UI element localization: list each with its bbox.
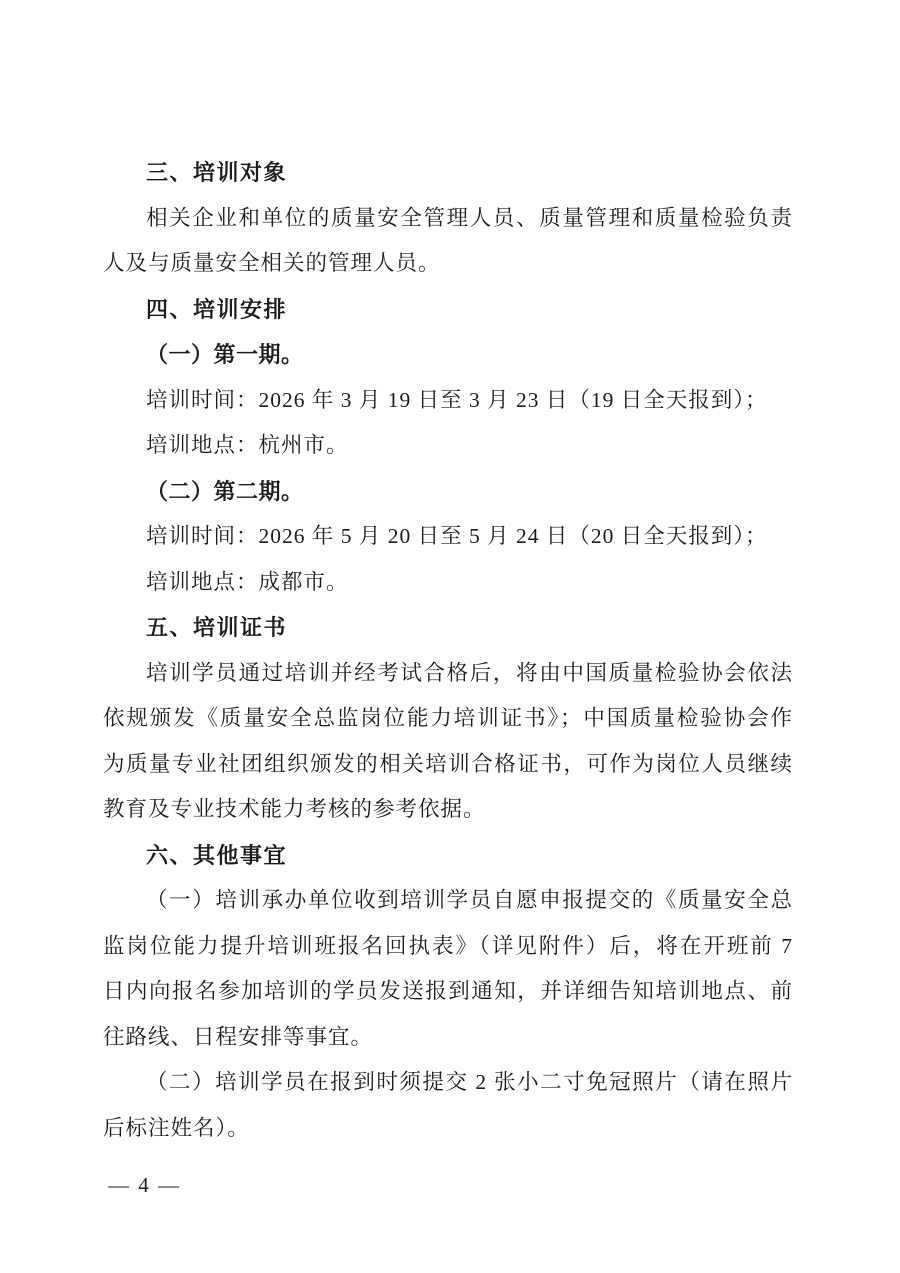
section-heading-other-matters: 六、其他事宜 xyxy=(146,842,288,868)
section-heading-training-certificate: 五、培训证书 xyxy=(146,615,288,640)
other-matters-item1-line-4: 往路线、日程安排等事宜。 xyxy=(103,1024,374,1049)
other-matters-item1-line-3: 日内向报名参加培训的学员发送报到通知，并详细告知培训地点、前 xyxy=(103,979,793,1003)
section-heading-training-schedule: 四、培训安排 xyxy=(146,296,288,322)
page-number: — 4 — xyxy=(108,1173,181,1197)
certificate-paragraph-line-4: 教育及专业技术能力考核的参考依据。 xyxy=(103,797,486,821)
certificate-paragraph-line-3: 为质量专业社团组织颁发的相关培训合格证书，可作为岗位人员继续 xyxy=(103,751,793,776)
session-two-location: 培训地点：成都市。 xyxy=(146,569,349,594)
document-body xyxy=(103,150,793,1151)
other-matters-item1-line-2: 监岗位能力提升培训班报名回执表》（详见附件）后，将在开班前 7 xyxy=(103,933,793,958)
section-heading-training-audience: 三、培训对象 xyxy=(146,160,288,185)
other-matters-item2-line-2: 后标注姓名）。 xyxy=(103,1115,250,1140)
session-one-location: 培训地点：杭州市。 xyxy=(146,433,349,457)
session-two-time: 培训时间：2026 年 5 月 20 日至 5 月 24 日（20 日全天报到）； xyxy=(146,524,768,548)
subheading-session-one: （一）第一期。 xyxy=(146,342,304,367)
audience-paragraph-line-2: 人及与质量安全相关的管理人员。 xyxy=(103,251,441,275)
other-matters-item2-line-1: （二）培训学员在报到时须提交 2 张小二寸免冠照片（请在照片 xyxy=(146,1070,793,1094)
certificate-paragraph-line-2: 依规颁发《质量安全总监岗位能力培训证书》；中国质量检验协会作 xyxy=(103,706,793,730)
session-one-time: 培训时间：2026 年 3 月 19 日至 3 月 23 日（19 日全天报到）； xyxy=(146,387,768,412)
certificate-paragraph-line-1: 培训学员通过培训并经考试合格后，将由中国质量检验协会依法 xyxy=(146,660,793,685)
subheading-session-two: （二）第二期。 xyxy=(146,478,304,504)
other-matters-item1-line-1: （一）培训承办单位收到培训学员自愿申报提交的《质量安全总 xyxy=(146,888,793,912)
audience-paragraph-line-1: 相关企业和单位的质量安全管理人员、质量管理和质量检验负责 xyxy=(146,205,793,230)
